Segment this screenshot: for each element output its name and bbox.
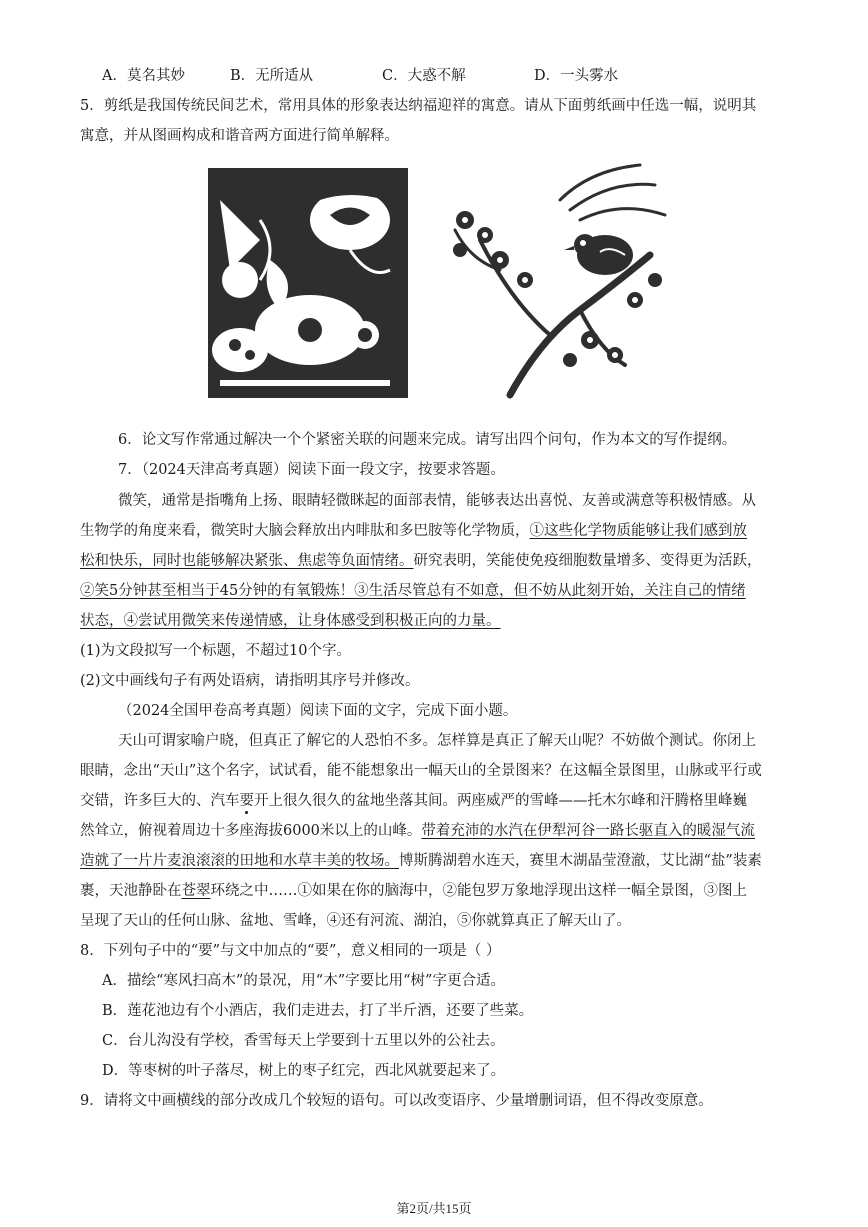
page-number: 第2页/共15页 — [396, 1201, 472, 1216]
passage-underlined-word: 苍翠 — [181, 883, 211, 899]
q6-question: 6．论文写作常通过解决一个个紧密关联的问题来完成。请写出四个问句，作为本文的写作提纲。 — [118, 432, 737, 448]
q8-stem: 8．下列句子中的“要”与文中加点的“要”，意义相同的一项是（ ） — [80, 943, 501, 959]
fish-lotus-papercut-icon — [200, 160, 415, 405]
q7-para-line-4 — [80, 581, 790, 601]
q7-para-line-5 — [80, 611, 790, 631]
q7-underlined-4: 状态，④尝试用微笑来传递情感，让身体感受到积极正向的力量。 — [80, 613, 501, 629]
q9-question: 9．请将文中画横线的部分改成几个较短的语句。可以改变语序、少量增删词语，但不得改变原意。 — [80, 1093, 713, 1109]
q7-title: 7．（2024天津高考真题）阅读下面一段文字，按要求答题。 — [118, 462, 505, 478]
q8-option-a[interactable]: A．描绘“寒风扫高木”的景况，用“木”字要比用“树”字更合适。 — [102, 973, 505, 989]
passage-line-6 — [80, 881, 790, 901]
q7-underlined-2: 松和快乐，同时也能够解决紧张、焦虑等负面情绪。 — [80, 553, 414, 569]
q7-sub-2: (2)文中画线句子有两处语病，请指明其序号并修改。 — [80, 673, 420, 689]
q4-option-d[interactable]: D．一头雾水 — [534, 68, 619, 84]
passage-line-2: 眼睛，念出“天山”这个名字，试试看，能不能想象出一幅天山的全景图来？在这幅全景图里，山脉或平行或 — [80, 763, 762, 779]
q8-option-b[interactable]: B．莲花池边有个小酒店，我们走进去，打了半斤酒，还要了些菜。 — [102, 1003, 534, 1019]
passage-underlined-1: 带着充沛的水汽在伊犁河谷一路长驱直入的暖湿气流 — [421, 823, 755, 839]
q4-option-b[interactable]: B．无所适从 — [230, 68, 314, 84]
passage-line6-b: 环绕之中……①如果在你的脑海中，②能包罗万象地浮现出这样一幅全景图，③图上 — [210, 883, 747, 899]
magpie-plum-papercut-icon — [440, 160, 680, 405]
passage-underlined-2: 造就了一片片麦浪滚滚的田地和水草丰美的牧场。 — [80, 853, 399, 869]
q4-option-a[interactable]: A．莫名其妙 — [102, 68, 185, 84]
passage-line3-a: 交错，许多巨大的、汽车 — [80, 793, 240, 809]
passage-line4-plain: 然耸立，俯视着周边十多座海拔6000米以上的山峰。 — [80, 823, 422, 839]
q7-para-line-1: 微笑，通常是指嘴角上扬、眼睛轻微眯起的面部表情，能够表达出喜悦、友善或满意等积极情感。从 — [118, 493, 756, 509]
passage-line-7: 呈现了天山的任何山脉、盆地、雪峰，④还有河流、湖泊，⑤你就算真正了解天山了。 — [80, 913, 631, 929]
passage-line5-plain: 博斯腾湖碧水连天，赛里木湖晶莹澄澈，艾比湖“盐”装素 — [399, 853, 762, 869]
passage-line6-a: 裹，天池静卧在 — [80, 883, 182, 899]
q7-line2-plain: 生物学的角度来看，微笑时大脑会释放出内啡肽和多巴胺等化学物质， — [80, 523, 530, 539]
passage-title: （2024全国甲卷高考真题）阅读下面的文字，完成下面小题。 — [118, 703, 518, 719]
q5-line-2: 寓意，并从图画构成和谐音两方面进行简单解释。 — [80, 128, 399, 144]
passage-line3-b: 开上很久很久的盆地坐落其间。两座威严的雪峰——托木尔峰和汗腾格里峰巍 — [254, 793, 747, 809]
dotted-character: 要 — [239, 793, 254, 809]
q8-option-d[interactable]: D．等枣树的叶子落尽，树上的枣子红完，西北风就要起来了。 — [102, 1063, 506, 1079]
q7-para-line-3 — [80, 551, 790, 571]
q5-line-1: 5．剪纸是我国传统民间艺术，常用具体的形象表达纳福迎祥的寓意。请从下面剪纸画中任选一幅，说明其 — [80, 98, 757, 114]
passage-line-4 — [80, 821, 790, 841]
q7-para-line-2 — [80, 521, 790, 541]
q7-sub-1: (1)为文段拟写一个标题，不超过10个字。 — [80, 643, 351, 659]
passage-line-1: 天山可谓家喻户晓，但真正了解它的人恐怕不多。怎样算是真正了解天山呢？不妨做个测试。你闭上 — [118, 733, 756, 749]
q8-option-c[interactable]: C．台儿沟没有学校，香雪每天上学要到十五里以外的公社去。 — [102, 1033, 505, 1049]
q7-underlined-3: ②笑5分钟甚至相当于45分钟的有氧锻炼！③生活尽管总有不如意，但不妨从此刻开始，关注自己的情绪 — [80, 583, 746, 599]
q7-underlined-1: ①这些化学物质能够让我们感到放 — [529, 523, 747, 539]
passage-line-3 — [80, 791, 790, 811]
passage-line-5 — [80, 851, 790, 871]
q7-line3-plain: 研究表明，笑能使免疫细胞数量增多、变得更为活跃， — [413, 553, 762, 569]
q4-option-c[interactable]: C．大惑不解 — [382, 68, 466, 84]
